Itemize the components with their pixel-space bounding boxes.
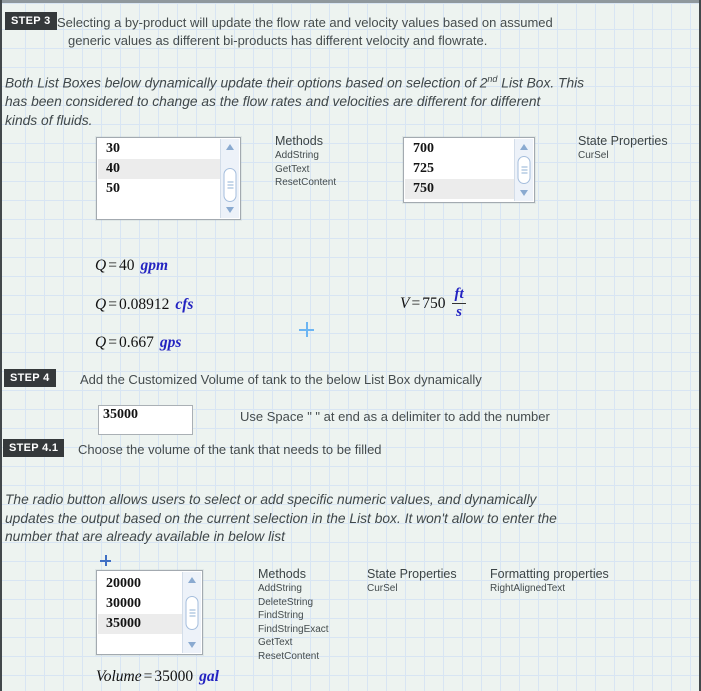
note-line-3: kinds of fluids. <box>5 112 93 128</box>
equation-velocity <box>400 287 466 320</box>
equation-variable: Q <box>95 334 107 351</box>
add-region-plus-icon[interactable] <box>100 555 111 566</box>
list-item-selected[interactable]: 35000 <box>98 614 183 634</box>
flow-rate-listbox-rows <box>98 139 221 218</box>
equation-value: 40 <box>118 257 135 274</box>
flow-rate-listbox[interactable] <box>96 137 241 220</box>
window-top-edge <box>0 0 701 3</box>
method-item: FindStringExact <box>258 623 329 635</box>
equals-sign: = <box>143 668 153 685</box>
velocity-listbox[interactable] <box>403 137 535 203</box>
step3-badge: STEP 3 <box>5 12 57 30</box>
state-properties-bottom-title: State Properties <box>367 567 457 581</box>
state-property-item: CurSel <box>578 150 609 161</box>
method-item: GetText <box>275 163 310 175</box>
equation-variable: Q <box>95 296 107 313</box>
equation-unit: gal <box>199 668 219 685</box>
scroll-up-icon[interactable] <box>520 144 528 150</box>
unit-denominator: s <box>456 304 462 320</box>
velocity-listbox-rows <box>405 139 515 201</box>
note-line1-post: List Box. This <box>497 75 585 91</box>
state-properties-top-group <box>578 134 668 163</box>
scroll-down-icon[interactable] <box>520 190 528 196</box>
step4-badge: STEP 4 <box>4 369 56 387</box>
scrollbar[interactable] <box>220 139 239 218</box>
list-item[interactable]: 30 <box>106 141 120 156</box>
equals-sign: = <box>108 257 117 274</box>
state-property-item: CurSel <box>367 583 398 594</box>
step4-1-badge: STEP 4.1 <box>3 439 64 457</box>
methods-bottom-title: Methods <box>258 567 306 581</box>
equation-variable: V <box>400 294 410 312</box>
equation-q-gpm <box>95 257 168 275</box>
scrollbar[interactable] <box>514 139 533 201</box>
unit-numerator: ft <box>454 286 464 302</box>
method-item: FindString <box>258 610 304 621</box>
equation-volume <box>96 668 219 686</box>
delimiter-hint-text: Use Space " " at end as a delimiter to add the number <box>240 409 550 424</box>
equation-value: 750 <box>422 294 446 312</box>
methods-top-group <box>275 134 336 190</box>
list-item[interactable]: 50 <box>106 181 120 196</box>
state-properties-top-title: State Properties <box>578 134 668 148</box>
equation-q-gps <box>95 334 181 352</box>
scroll-up-icon[interactable] <box>188 577 196 583</box>
state-properties-bottom-group <box>367 567 457 596</box>
note2-line-3: number that are already available in below list <box>5 529 285 544</box>
scrollbar-thumb[interactable] <box>224 168 237 202</box>
window-left-edge <box>0 0 2 691</box>
method-item: AddString <box>258 583 302 594</box>
formatting-properties-title: Formatting properties <box>490 567 609 581</box>
note2-line-1: The radio button allows users to select or add specific numeric values, and dynamically <box>5 492 537 507</box>
scroll-down-icon[interactable] <box>226 207 234 213</box>
equation-variable: Volume <box>96 668 142 685</box>
equals-sign: = <box>108 334 117 351</box>
volume-input[interactable] <box>98 405 193 435</box>
note2-line-2: updates the output based on the current selection in the List box. It won't allow to enter the <box>5 510 557 526</box>
equals-sign: = <box>411 294 421 312</box>
scrollbar[interactable] <box>182 572 201 653</box>
scrollbar-thumb[interactable] <box>518 156 531 184</box>
note-radio-button-paragraph <box>5 491 557 547</box>
note-line-2: has been considered to change as the flow rates and velocities are different for different <box>5 94 541 110</box>
list-item[interactable]: 700 <box>413 141 434 156</box>
step3-text-line2: generic values as different bi-products has different velocity and flowrate. <box>68 33 488 48</box>
note-line1-superscript: nd <box>487 74 498 84</box>
methods-top-title: Methods <box>275 134 323 148</box>
scrollbar-thumb[interactable] <box>186 596 199 630</box>
equation-unit: gps <box>159 334 182 351</box>
crosshair-cursor-icon <box>299 322 314 337</box>
note-listboxes-paragraph <box>5 70 584 130</box>
list-item-selected[interactable]: 750 <box>405 179 515 199</box>
method-item: DeleteString <box>258 596 314 608</box>
tank-volume-listbox[interactable] <box>96 570 203 655</box>
equation-q-cfs <box>95 296 193 314</box>
scroll-up-icon[interactable] <box>226 144 234 150</box>
method-item: GetText <box>258 637 293 648</box>
equation-value: 0.667 <box>118 334 154 351</box>
equation-value: 35000 <box>154 668 194 685</box>
step3-text-line1: Selecting a by-product will update the flow rate and velocity values based on assumed <box>57 15 553 30</box>
equation-variable: Q <box>95 257 107 274</box>
step4-1-text: Choose the volume of the tank that needs to be filled <box>78 442 382 457</box>
scroll-down-icon[interactable] <box>188 642 196 648</box>
equation-value: 0.08912 <box>118 296 170 313</box>
list-item[interactable]: 725 <box>413 161 434 176</box>
method-item: ResetContent <box>258 650 320 662</box>
formatting-properties-group <box>490 567 609 596</box>
list-item-selected[interactable]: 40 <box>98 159 221 179</box>
unit-fraction <box>452 287 465 320</box>
note-line-1 <box>5 70 584 93</box>
formatting-property-item: RightAlignedText <box>490 583 566 594</box>
method-item: AddString <box>275 150 319 161</box>
method-item: ResetContent <box>275 177 337 188</box>
list-item[interactable]: 30000 <box>106 596 141 611</box>
note-line1-pre: Both List Boxes below dynamically update their options based on selection of 2 <box>5 75 488 91</box>
list-item[interactable]: 20000 <box>106 576 141 591</box>
tank-volume-listbox-rows <box>98 572 183 653</box>
equation-unit: cfs <box>175 296 194 313</box>
step4-text: Add the Customized Volume of tank to the below List Box dynamically <box>80 372 482 387</box>
equals-sign: = <box>108 296 117 313</box>
equation-unit: gpm <box>140 257 169 274</box>
methods-bottom-group <box>258 567 329 663</box>
